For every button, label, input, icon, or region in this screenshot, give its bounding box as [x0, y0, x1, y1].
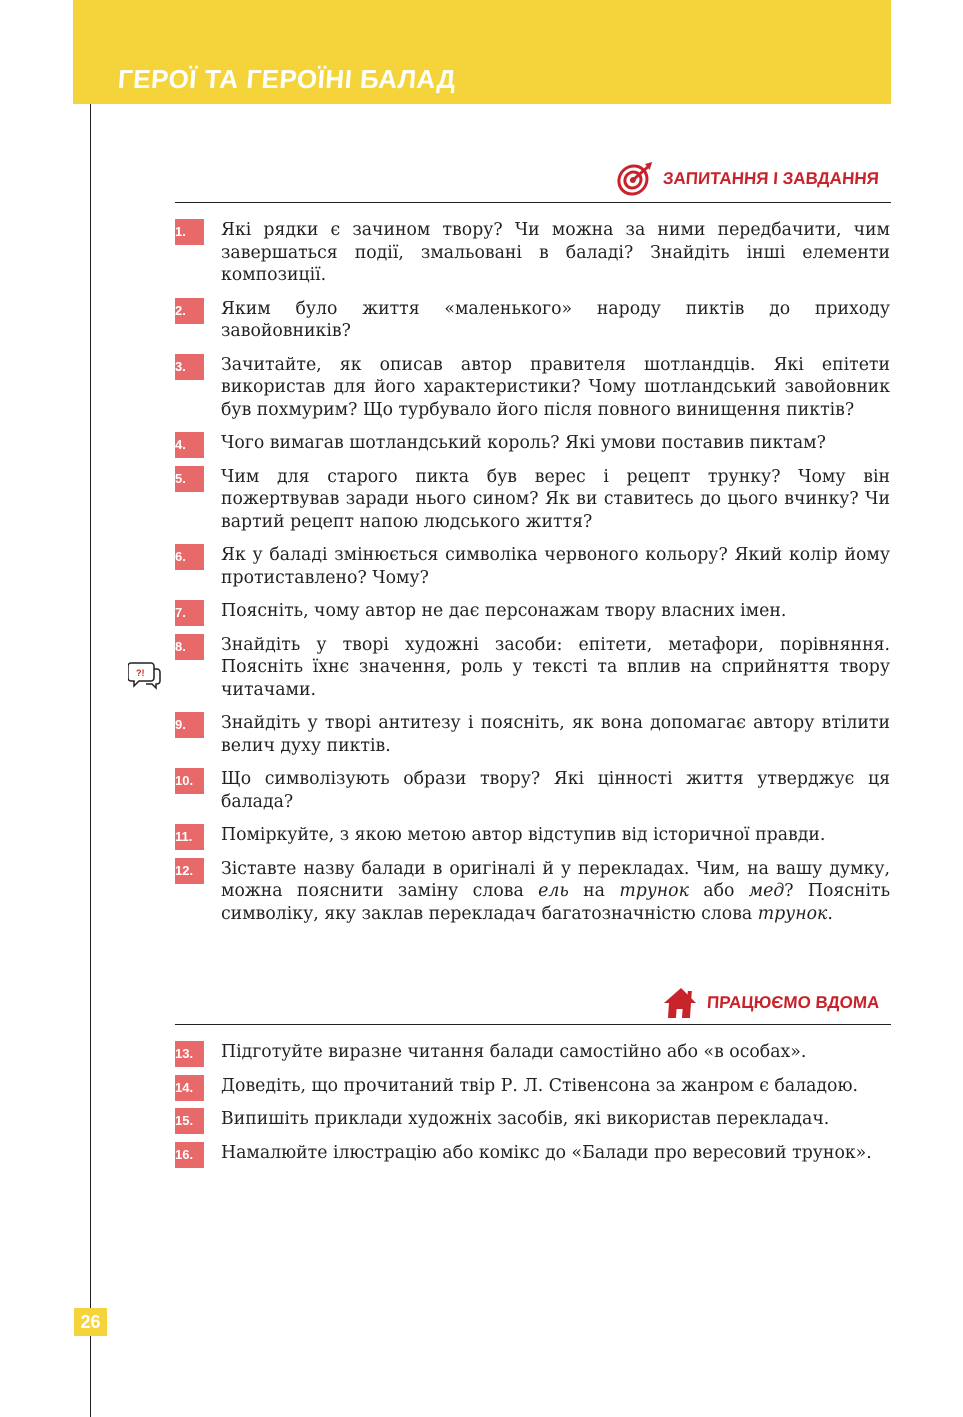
section-heading-questions [616, 162, 880, 196]
question-text: Знайдіть у творі антитезу і поясніть, як вона допомагає автору втілити велич духу пиктів. [221, 713, 890, 756]
section-rule-home [175, 1024, 891, 1025]
question-text: Поясніть, чому автор не дає персонажам твору власних імен. [221, 601, 787, 621]
question-text: Що символізують образи твору? Які цінності життя утверджує ця балада? [221, 769, 890, 812]
question-item [175, 466, 890, 534]
task-number-badge: 15. [175, 1108, 204, 1134]
question-number-badge: 12. [175, 858, 204, 884]
task-number-badge: 14. [175, 1075, 204, 1101]
question-item [175, 544, 890, 589]
question-number-badge: 10. [175, 768, 204, 794]
home-task-item [175, 1108, 890, 1131]
running-header-title: ГЕРОЇ ТА ГЕРОЇНІ БАЛАД [116, 64, 458, 94]
page-number: 26 [74, 1308, 107, 1336]
pair-icon-label: ?! [136, 668, 145, 678]
section-rule-questions [175, 202, 891, 203]
question-number-badge: 9. [175, 712, 204, 738]
section-title-questions: ЗАПИТАННЯ І ЗАВДАННЯ [662, 169, 880, 188]
question-text: Поміркуйте, з якою метою автор відступив від історичної правди. [221, 825, 826, 845]
question-item [175, 600, 890, 623]
task-text: Підготуйте виразне читання балади самостійно або «в особах». [221, 1042, 807, 1062]
task-number-badge: 16. [175, 1142, 204, 1168]
question-text-part: на [568, 881, 620, 901]
question-item [175, 712, 890, 757]
question-text: Знайдіть у творі художні засоби: епітети, метафори, порівняння. Поясніть їхнє значення, роль у тексті та вплив на сприйняття твору читачами. [221, 634, 890, 700]
question-text: Які рядки є зачином твору? Чи можна за ними передбачити, чим завершаться події, змальовані в баладі? Знайдіть інші елементи композиції. [221, 220, 890, 285]
question-number-badge: 8. [175, 634, 204, 660]
question-text: Чого вимагав шотландський король? Які умови поставив пиктам? [221, 433, 826, 453]
question-item [175, 858, 890, 926]
question-text-part: Зіставте назву балади в оригіналі й у перекладах. Чим, на вашу думку, можна пояснити заміну слова [221, 858, 890, 901]
question-item [175, 354, 890, 422]
question-text: Яким було життя «маленького» народу пиктів до приходу завойовників? [221, 298, 890, 341]
question-number-badge: 1. [175, 219, 204, 245]
section-title-home: ПРАЦЮЄМО ВДОМА [706, 993, 880, 1012]
question-item [175, 219, 890, 287]
home-task-item [175, 1075, 890, 1098]
question-number-badge: 7. [175, 600, 204, 626]
task-number-badge: 13. [175, 1041, 204, 1067]
question-italic-word: мед [748, 881, 785, 901]
question-number-badge: 11. [175, 824, 204, 850]
target-icon [616, 162, 654, 196]
question-italic-word: ель [538, 881, 569, 901]
question-text [221, 858, 890, 926]
question-italic-word: трунок [757, 903, 828, 924]
question-item [175, 634, 890, 702]
question-text: Як у баладі змінюється символіка червоного кольору? Який колір йому протиставлено? Чому? [221, 545, 890, 588]
home-tasks-list [175, 1041, 890, 1164]
question-text-part: . [827, 903, 833, 924]
speech-bubbles-icon [128, 658, 162, 692]
question-item [175, 432, 890, 455]
task-text: Доведіть, що прочитаний твір Р. Л. Стівенсона за жанром є баладою. [221, 1075, 858, 1096]
question-text: Чим для старого пикта був верес і рецепт трунку? Чому він пожертвував заради нього сином? Як ви ставитесь до цього вчинку? Чи вартий рецепт напою людського життя? [221, 466, 890, 532]
question-text-part: ? Поясніть символіку, яку заклав перекладач багатозначністю слова [221, 881, 890, 924]
house-icon [662, 987, 698, 1019]
question-italic-word: трунок [619, 881, 689, 901]
question-number-badge: 2. [175, 298, 204, 324]
section-heading-home [662, 987, 881, 1019]
margin-line [90, 104, 91, 1417]
question-item [175, 824, 890, 847]
question-number-badge: 6. [175, 544, 204, 570]
question-text-part: або [688, 881, 749, 901]
task-text: Намалюйте ілюстрацію або комікс до «Балади про вересовий трунок». [221, 1142, 872, 1163]
home-task-item [175, 1041, 890, 1064]
question-text: Зачитайте, як описав автор правителя шотландців. Які епітети використав для його характеристики? Чому шотландський завойовник був похмурим? Що турбувало його після повного винищення пиктів? [221, 354, 890, 420]
question-number-badge: 5. [175, 466, 204, 492]
question-number-badge: 3. [175, 354, 204, 380]
question-number-badge: 4. [175, 432, 204, 458]
questions-list [175, 219, 890, 925]
question-item [175, 298, 890, 343]
question-item [175, 768, 890, 813]
home-task-item [175, 1142, 890, 1165]
task-text: Випишіть приклади художніх засобів, які використав перекладач. [221, 1109, 830, 1129]
